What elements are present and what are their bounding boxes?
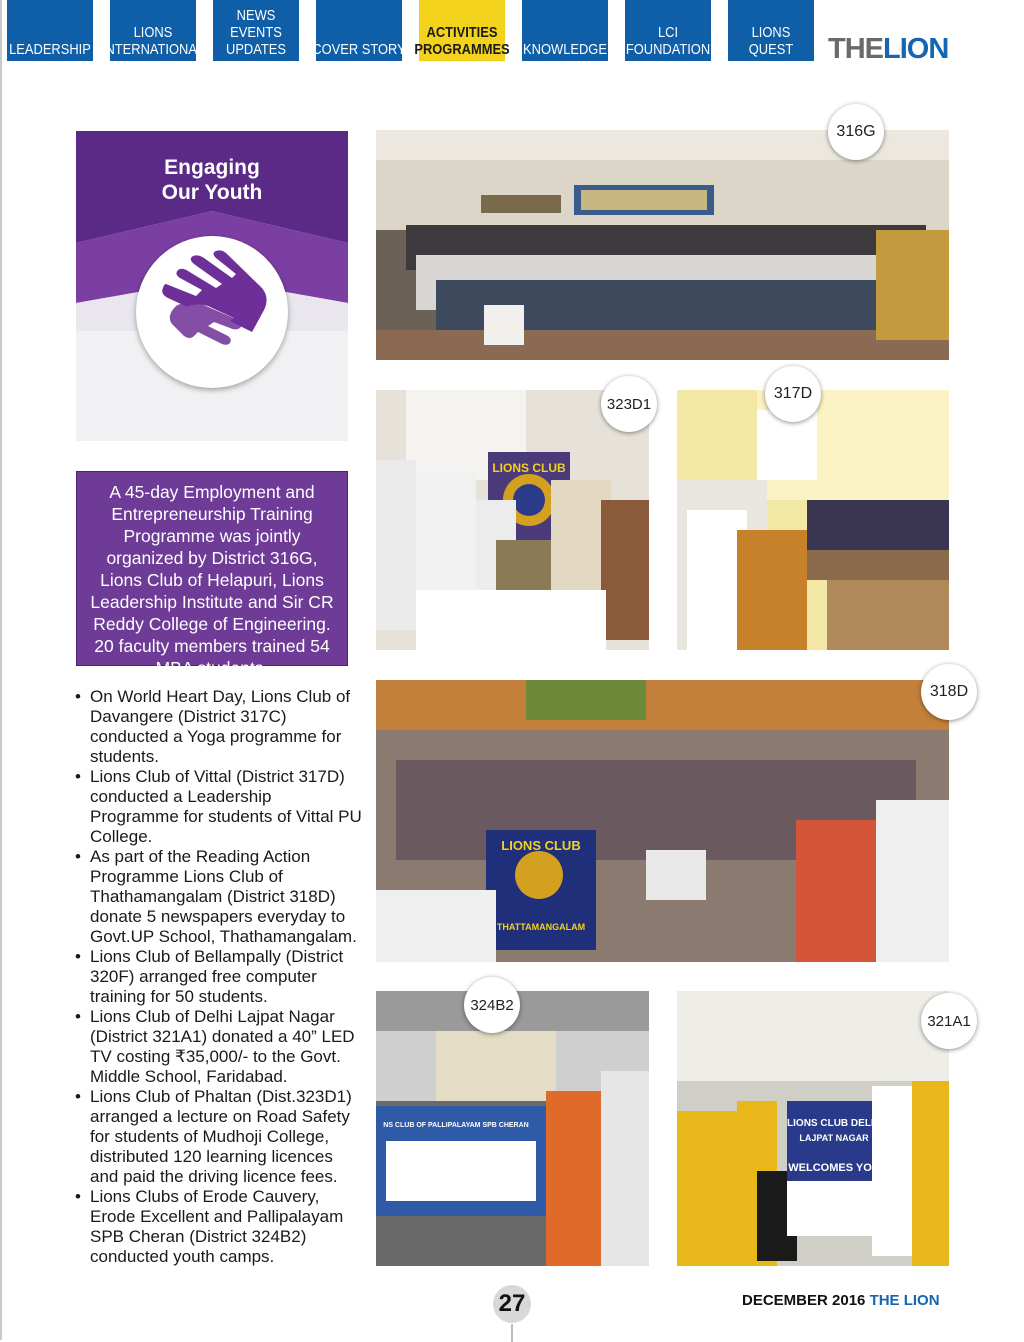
photo-324b2-image xyxy=(376,991,649,1266)
photo-321a1 xyxy=(677,991,971,1266)
nav-tab-lions-quest[interactable] xyxy=(728,0,814,61)
nav-tab-label: ACTIVITIES xyxy=(426,24,498,41)
photo-316g-group xyxy=(376,123,949,360)
nav-tab-label: COVER STORY xyxy=(312,41,406,58)
summary-box: A 45-day Employment and Entrepreneurship Training Programme was jointly organized by District 316G, Lions Club of Helapuri, Lions Leadership Institute and Sir CR Reddy College of Engineering. 20 faculty members trained 54 MBA students. xyxy=(76,471,348,666)
district-badge: 317D xyxy=(765,366,821,422)
photo-banner-text: LIONS CLUB xyxy=(492,461,566,475)
section-nav xyxy=(0,0,825,61)
nav-tab-label: NEWS xyxy=(236,7,276,24)
list-item: • Lions Club of Phaltan (Dist.323D1) arranged a lecture on Road Safety for students of Mudhoji College, distributed 120 learning licences and paid the driving licence fees. xyxy=(70,1087,362,1187)
nav-tab-cover-story[interactable] xyxy=(312,0,406,61)
photo-323d1 xyxy=(376,390,652,650)
page-number-rule xyxy=(511,1324,513,1342)
feature-icon-circle xyxy=(136,236,288,388)
nav-tab-label: LEADERSHIP xyxy=(9,41,91,58)
photo-318d-image xyxy=(376,680,949,962)
page-number: 27 xyxy=(493,1285,531,1323)
nav-tab-leadership[interactable] xyxy=(7,0,93,61)
nav-tab-news[interactable] xyxy=(213,0,299,61)
logo-the: THE xyxy=(828,33,883,65)
photo-317d xyxy=(677,385,949,650)
feature-title xyxy=(76,155,348,205)
nav-tab-label: LCI xyxy=(657,24,679,41)
district-badge: 323D1 xyxy=(601,376,657,432)
magazine-logo xyxy=(828,33,948,66)
footer-brand: THE LION xyxy=(869,1292,940,1309)
list-item: • As part of the Reading Action Programme Lions Club of Thathamangalam (District 318D) donate 5 newspapers everyday to Govt.UP School, Thathamangalam. xyxy=(70,847,362,947)
list-item: • Lions Club of Delhi Lajpat Nagar (District 321A1) donated a 40” LED TV costing ₹35,000/- to the Govt. Middle School, Faridabad. xyxy=(70,1007,362,1087)
nav-tab-label: UPDATES xyxy=(226,41,286,58)
footer-date: DECEMBER 2016 xyxy=(742,1292,866,1309)
footer-issue xyxy=(742,1292,940,1309)
photo-323d1-image xyxy=(376,390,649,650)
district-badge: 321A1 xyxy=(921,993,977,1049)
photo-banner-text: LIONS CLUB DELHI xyxy=(787,1118,881,1129)
nav-tab-lci-foundation[interactable] xyxy=(625,0,711,61)
photo-316g-image xyxy=(376,130,949,360)
photo-banner-text: THATTAMANGALAM xyxy=(496,922,586,932)
nav-tab-label: EVENTS xyxy=(230,24,282,41)
nav-tab-label: INTERNATIONAL xyxy=(101,41,205,58)
activity-list xyxy=(70,687,362,1267)
list-item: • On World Heart Day, Lions Club of Davangere (District 317C) conducted a Yoga programme for students. xyxy=(70,687,362,767)
nav-tab-label: KNOWLEDGE xyxy=(523,41,607,58)
photo-321a1-image xyxy=(677,991,949,1266)
district-badge: 324B2 xyxy=(464,977,520,1033)
feature-panel xyxy=(76,131,348,441)
feature-title-line: Engaging xyxy=(164,156,260,179)
list-item: • Lions Club of Vittal (District 317D) conducted a Leadership Programme for students of Vittal PU College. xyxy=(70,767,362,847)
nav-tab-activities[interactable] xyxy=(414,0,510,61)
photo-324b2 xyxy=(376,991,649,1266)
photo-318d xyxy=(376,680,969,962)
list-item: • Lions Club of Bellampally (District 320F) arranged free computer training for 50 students. xyxy=(70,947,362,1007)
photo-317d-image xyxy=(677,390,949,650)
district-badge: 318D xyxy=(921,664,977,720)
district-badge: 316G xyxy=(828,104,884,160)
nav-tab-label: QUEST xyxy=(748,41,794,58)
nav-tab-lions-international[interactable] xyxy=(101,0,205,61)
photo-banner-text: NS CLUB OF PALLIPALAYAM SPB CHERAN xyxy=(383,1122,529,1129)
logo-lion: LION xyxy=(883,33,949,65)
nav-tab-label: LIONS xyxy=(751,24,791,41)
nav-tab-label: LIONS xyxy=(133,24,173,41)
photo-banner-text: WELCOMES YOU xyxy=(788,1162,880,1174)
helping-hands-icon xyxy=(136,236,288,388)
feature-title-line: Our Youth xyxy=(161,181,263,204)
photo-banner-text: LAJPAT NAGAR xyxy=(799,1133,869,1143)
nav-tab-label: PROGRAMMES xyxy=(414,41,510,58)
nav-tab-label: FOUNDATION xyxy=(625,41,711,58)
list-item: • Lions Clubs of Erode Cauvery, Erode Excellent and Pallipalayam SPB Cheran (District 324B2) conducted youth camps. xyxy=(70,1187,362,1267)
nav-tab-knowledge[interactable] xyxy=(522,0,608,61)
photo-banner-text: LIONS CLUB xyxy=(501,838,581,853)
